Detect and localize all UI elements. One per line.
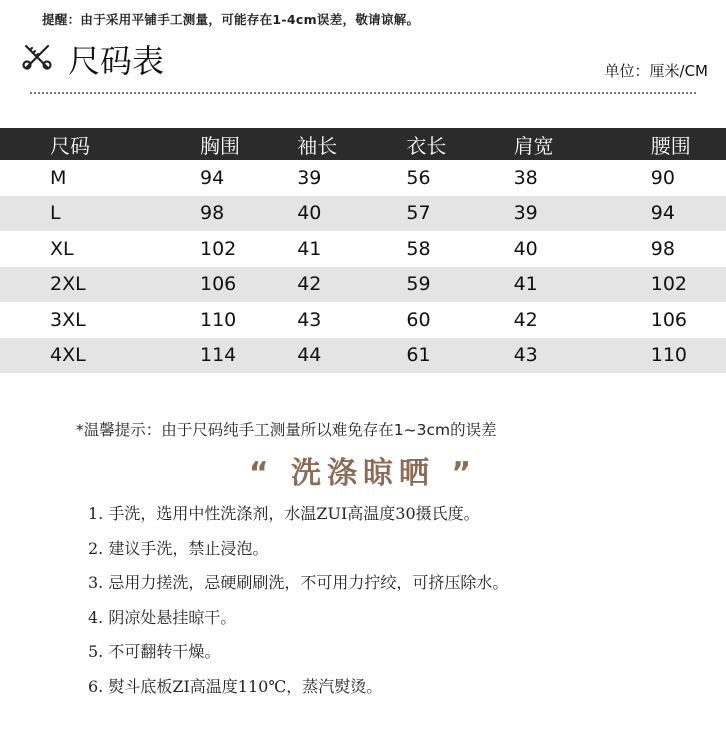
list-item: 3. 忌用力搓洗，忌硬刷刷洗，不可用力拧绞，可挤压除水。	[88, 573, 509, 592]
cell-waist: 98	[650, 237, 675, 260]
cell-chest: 114	[150, 338, 265, 374]
measurement-notice: 提醒：由于采用平铺手工测量，可能存在1-4cm误差，敬请谅解。	[42, 12, 420, 27]
cell-size: L	[0, 196, 150, 232]
header-waist: 腰围	[611, 128, 726, 160]
cell-length: 58	[406, 237, 431, 260]
cell-chest: 102	[200, 237, 237, 260]
cell-size: XL	[50, 237, 74, 260]
list-item: 4. 阴凉处悬挂晾干。	[88, 607, 237, 627]
cell-length: 57	[380, 196, 495, 232]
cell-length: 60	[406, 308, 431, 331]
cell-size: 2XL	[0, 267, 150, 303]
table-row	[0, 338, 726, 374]
table-row	[0, 302, 726, 338]
cell-size: 4XL	[0, 338, 150, 374]
cell-waist: 102	[611, 267, 726, 303]
cell-sleeve: 41	[297, 237, 322, 260]
page-title: 尺码表	[68, 42, 165, 80]
care-instructions-list	[88, 497, 508, 704]
table-row	[0, 231, 726, 267]
header-chest: 胸围	[150, 128, 265, 160]
list-item: 5. 不可翻转干燥。	[88, 642, 221, 661]
wash-section-title: “ 洗涤晾晒 ”	[248, 456, 478, 491]
cell-waist: 94	[611, 196, 726, 232]
cell-size: M	[50, 166, 67, 189]
header-size: 尺码	[0, 128, 150, 160]
cell-sleeve: 39	[297, 166, 322, 189]
dotted-divider	[30, 92, 696, 94]
cell-chest: 106	[150, 267, 265, 303]
cell-sleeve: 43	[297, 308, 322, 331]
measurement-tip: *温馨提示：由于尺码纯手工测量所以难免存在1~3cm的误差	[76, 421, 497, 439]
cell-shoulder: 39	[496, 196, 611, 232]
cell-length: 61	[380, 338, 495, 374]
cell-shoulder: 38	[513, 166, 538, 189]
cell-sleeve: 42	[265, 267, 380, 303]
cell-length: 56	[406, 166, 431, 189]
cell-size: 3XL	[50, 308, 86, 331]
cell-length: 59	[380, 267, 495, 303]
cell-shoulder: 42	[513, 308, 538, 331]
header-shoulder: 肩宽	[496, 128, 611, 160]
cell-sleeve: 40	[265, 196, 380, 232]
header-sleeve: 袖长	[265, 128, 380, 160]
cell-waist: 90	[650, 166, 675, 189]
table-row	[0, 267, 726, 303]
cell-chest: 98	[150, 196, 265, 232]
ruler-scissors-icon	[22, 42, 52, 72]
cell-chest: 110	[200, 308, 237, 331]
cell-sleeve: 44	[265, 338, 380, 374]
cell-chest: 94	[200, 166, 225, 189]
list-item: 2. 建议手洗，禁止浸泡。	[88, 538, 269, 558]
cell-waist: 106	[650, 308, 688, 331]
table-row	[0, 160, 726, 196]
cell-shoulder: 43	[496, 338, 611, 374]
table-header-row	[0, 128, 726, 160]
list-item: 1. 手洗，选用中性洗涤剂，水温ZUI高温度30摄氏度。	[88, 504, 480, 523]
list-item: 6. 熨斗底板ZI高温度110℃，蒸汽熨烫。	[88, 676, 383, 696]
cell-shoulder: 41	[496, 267, 611, 303]
size-table	[0, 128, 726, 373]
cell-waist: 110	[611, 338, 726, 374]
table-row	[0, 196, 726, 232]
unit-label: 单位：厘米/CM	[604, 62, 708, 80]
header-length: 衣长	[380, 128, 495, 160]
cell-shoulder: 40	[513, 237, 538, 260]
